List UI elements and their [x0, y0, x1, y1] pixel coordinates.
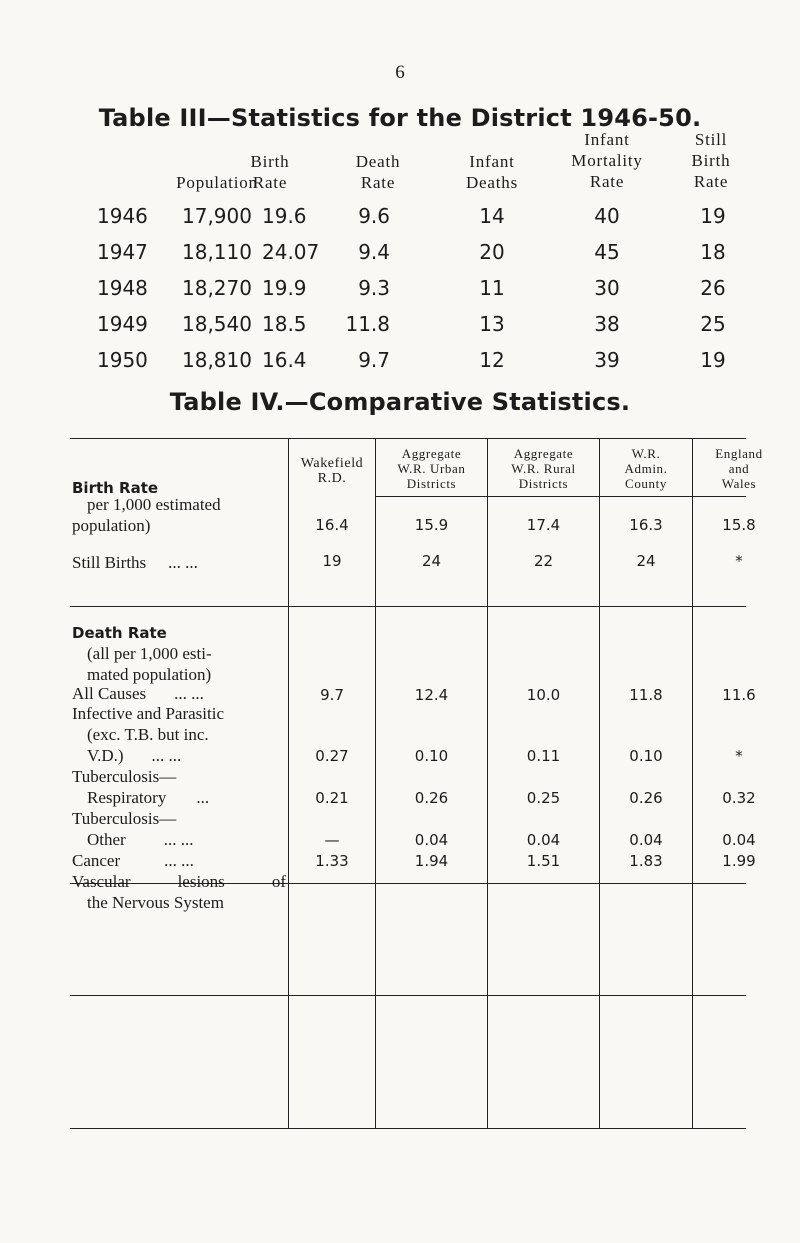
vascular-label-line: Vascular lesions of	[72, 872, 286, 891]
rule-birth	[70, 606, 746, 607]
year: 1946	[97, 204, 148, 228]
col-rule-5	[692, 438, 693, 1128]
birth-rate: 18.5	[262, 312, 307, 336]
infant-deaths: 12	[479, 348, 505, 372]
value-urban: 24	[421, 552, 442, 570]
header-infant-mortality: Infant Mortality Rate	[571, 130, 643, 191]
value-wakefield: 0.27	[315, 747, 349, 765]
value-admin: 16.3	[629, 516, 663, 534]
infant-mortality: 40	[594, 204, 620, 228]
population: 18,810	[182, 348, 252, 372]
header-admin: W.R. Admin. County	[624, 446, 668, 491]
birth-rate-desc: per 1,000 estimated population)	[72, 495, 221, 535]
header-rural: Aggregate W.R. Rural Districts	[511, 446, 576, 491]
section-death-rate: Death Rate	[72, 624, 167, 642]
death-rate: 9.7	[358, 348, 390, 372]
header-still-birth: Still Birth Rate	[691, 130, 731, 191]
still-birth: 26	[700, 276, 726, 300]
rule-bottom	[70, 1128, 746, 1129]
value-england: 11.6	[722, 686, 756, 704]
value-admin: 0.26	[629, 789, 663, 807]
value-england: 0.04	[722, 831, 756, 849]
still-births-label: Still Births ... ...	[72, 553, 198, 572]
header-infant-deaths: Infant Deaths	[465, 152, 518, 192]
value-rural: 1.51	[526, 852, 561, 870]
value-wakefield: 19	[322, 552, 342, 570]
header-england: England and Wales	[715, 446, 763, 491]
still-birth: 18	[700, 240, 726, 264]
vascular-label: the Nervous System	[87, 893, 224, 912]
value-wakefield: 1.33	[315, 852, 349, 870]
infant-deaths: 13	[479, 312, 505, 336]
year: 1949	[97, 312, 148, 336]
header-population: Population	[176, 173, 258, 192]
col-rule-4	[599, 438, 600, 1128]
birth-rate: 16.4	[262, 348, 307, 372]
value-rural: 17.4	[526, 516, 561, 534]
value-england: *	[735, 552, 743, 570]
header-birth-rate: Birth Rate	[250, 152, 290, 192]
table-iii-title: Table III—Statistics for the District 1946-50.	[98, 104, 702, 132]
cancer-label: Cancer ... ...	[72, 851, 194, 870]
still-birth: 19	[700, 204, 726, 228]
all-causes-label: All Causes ... ...	[72, 684, 204, 703]
death-rate: 9.4	[358, 240, 390, 264]
year: 1950	[97, 348, 148, 372]
value-rural: 0.11	[526, 747, 561, 765]
value-rural: 22	[533, 552, 554, 570]
infant-mortality: 45	[594, 240, 620, 264]
value-urban: 12.4	[414, 686, 449, 704]
value-wakefield: —	[324, 831, 340, 849]
rule-infant	[70, 995, 746, 996]
value-urban: 0.26	[414, 789, 449, 807]
value-rural: 0.25	[526, 789, 561, 807]
birth-rate: 19.9	[262, 276, 307, 300]
col-rule-3	[487, 438, 488, 1128]
death-rate: 11.8	[345, 312, 390, 336]
infant-mortality: 39	[594, 348, 620, 372]
value-rural: 0.04	[526, 831, 561, 849]
tb-respiratory-label: Tuberculosis— Respiratory ...	[72, 767, 210, 807]
value-england: 15.8	[722, 516, 756, 534]
value-wakefield: 9.7	[320, 686, 344, 704]
table-iv-title: Table IV.—Comparative Statistics.	[169, 388, 631, 416]
value-admin: 24	[636, 552, 656, 570]
value-urban: 15.9	[414, 516, 449, 534]
value-england: 0.32	[722, 789, 756, 807]
value-admin: 1.83	[629, 852, 663, 870]
page-number: 6	[395, 62, 405, 83]
value-england: *	[735, 747, 743, 765]
value-wakefield: 0.21	[315, 789, 349, 807]
population: 18,110	[182, 240, 252, 264]
still-birth: 25	[700, 312, 726, 336]
infant-mortality: 38	[594, 312, 620, 336]
birth-rate: 24.07	[262, 240, 320, 264]
value-admin: 11.8	[629, 686, 663, 704]
infant-mortality: 30	[594, 276, 620, 300]
year: 1948	[97, 276, 148, 300]
year: 1947	[97, 240, 148, 264]
header-urban: Aggregate W.R. Urban Districts	[397, 446, 466, 491]
infant-deaths: 11	[479, 276, 505, 300]
value-urban: 1.94	[414, 852, 449, 870]
value-admin: 0.10	[629, 747, 663, 765]
col-rule-1	[288, 438, 289, 1128]
population: 17,900	[182, 204, 252, 228]
value-admin: 0.04	[629, 831, 663, 849]
value-england: 1.99	[722, 852, 756, 870]
population: 18,270	[182, 276, 252, 300]
still-birth: 19	[700, 348, 726, 372]
section-birth-rate: Birth Rate	[72, 479, 159, 497]
rule-top	[70, 438, 746, 439]
birth-rate: 19.6	[262, 204, 307, 228]
infective-label: Infective and Parasitic (exc. T.B. but inc. V.D.) ... ...	[72, 704, 224, 765]
population: 18,540	[182, 312, 252, 336]
value-rural: 10.0	[526, 686, 561, 704]
infant-deaths: 20	[479, 240, 505, 264]
death-rate: 9.6	[358, 204, 390, 228]
header-wakefield: Wakefield R.D.	[300, 456, 364, 486]
rule-header	[375, 496, 746, 497]
header-death-rate: Death Rate	[355, 152, 401, 192]
infant-deaths: 14	[479, 204, 505, 228]
value-wakefield: 16.4	[315, 516, 349, 534]
value-urban: 0.10	[414, 747, 449, 765]
col-rule-2	[375, 438, 376, 1128]
tb-other-label: Tuberculosis— Other ... ...	[72, 809, 194, 849]
death-rate-desc: (all per 1,000 esti- mated population)	[87, 644, 212, 684]
value-urban: 0.04	[414, 831, 449, 849]
death-rate: 9.3	[358, 276, 390, 300]
